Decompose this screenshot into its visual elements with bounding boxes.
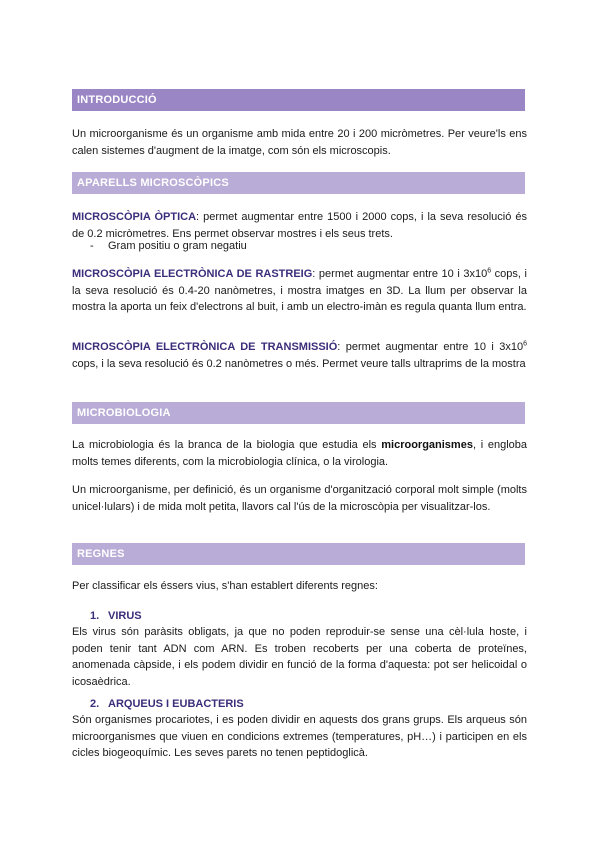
- microbiologia-paragraph-1: [72, 437, 527, 470]
- transmissio-paragraph: [72, 339, 527, 372]
- bullet-dash-icon: -: [90, 240, 94, 252]
- regnes-item-2-heading: [90, 698, 244, 710]
- section-heading-regnes: REGNES: [72, 543, 525, 565]
- item-2-number: 2.: [90, 698, 100, 710]
- optica-term: MICROSCÒPIA ÒPTICA: [72, 211, 197, 223]
- intro-paragraph: Un microorganisme és un organisme amb mida entre 20 i 200 micròmetres. Per veure'ls ens calen sistemes d'augment de la imatge, com són els microscopis.: [72, 128, 527, 157]
- optica-text: : permet augmentar entre 1500 i 2000 cops, i la seva resolució és de 0.2 micròmetres. Ens permet observar mostres i els seus trets.: [72, 211, 527, 240]
- rastreig-term: MICROSCÒPIA ELECTRÒNICA DE RASTREIG: [72, 268, 313, 280]
- transmissio-text-b: cops, i la seva resolució és 0.2 nanòmetres o més. Permet veure talls ultraprims de la mostra: [72, 357, 526, 370]
- transmissio-exponent: 6: [523, 340, 527, 348]
- microbiologia-paragraph-2: Un microorganisme, per definició, és un organisme d'organització corporal molt simple (molts unicel·lulars) i de mida molt petita, llavors cal l'ús de la microscòpia per visualitzar-los.: [72, 484, 527, 513]
- section-heading-aparells: APARELLS MICROSCÒPICS: [72, 172, 525, 194]
- rastreig-text-b: cops, i la seva resolució és 0.4-20 nanòmetres, i mostra imatges en 3D. La llum per observar la mostra la aporta un feix d'electrons al buit, i amb un electro-imàn es regula quanta llum entra.: [72, 268, 527, 313]
- item-1-title: VIRUS: [108, 610, 142, 622]
- transmissio-text-a: : permet augmentar entre 10 i 3x10: [337, 341, 524, 353]
- optica-bullet-text: Gram positiu o gram negatiu: [108, 240, 247, 252]
- rastreig-exponent: 6: [487, 267, 492, 275]
- regnes-intro: Per classificar els éssers vius, s'han establert diferents regnes:: [72, 580, 378, 592]
- regnes-item-2-text: Són organismes procariotes, i es poden dividir en aquests dos grans grups. Els arqueus són microorganismes que viuen en condicions extremes (temperatures, pH…) i participen en els cicles biogeoquímic. Les seves parets no tenen peptidoglicà.: [72, 714, 527, 759]
- transmissio-term: MICROSCÒPIA ELECTRÒNICA DE TRANSMISSIÓ: [72, 341, 338, 353]
- rastreig-paragraph: [72, 266, 527, 316]
- section-heading-introduccio: INTRODUCCIÓ: [72, 89, 525, 111]
- section-heading-microbiologia: MICROBIOLOGIA: [72, 402, 525, 424]
- optica-bullet: [90, 238, 247, 254]
- item-2-title: ARQUEUS I EUBACTERIS: [108, 698, 244, 710]
- microbiologia-p1-b: , i engloba molts temes diferents, com la microbiologia clínica, o la virologia.: [72, 439, 528, 468]
- microbiologia-p1-bold: microorganismes: [381, 439, 473, 451]
- microbiologia-p1-a: La microbiologia és la branca de la biologia que estudia els: [72, 439, 382, 451]
- regnes-item-1-heading: [90, 610, 142, 622]
- rastreig-text-a: : permet augmentar entre 10 i 3x10: [312, 268, 488, 280]
- item-1-number: 1.: [90, 610, 100, 622]
- regnes-item-1-text: Els virus són paràsits obligats, ja que no poden reproduir-se sense una cèl·lula hoste, i poden tenir tant ADN com ARN. Es troben recoberts per una coberta de proteïnes, anomenada càpside, i els podem dividir en funció de la forma d'aquesta: pot ser helicoidal o icosaèdrica.: [72, 626, 527, 688]
